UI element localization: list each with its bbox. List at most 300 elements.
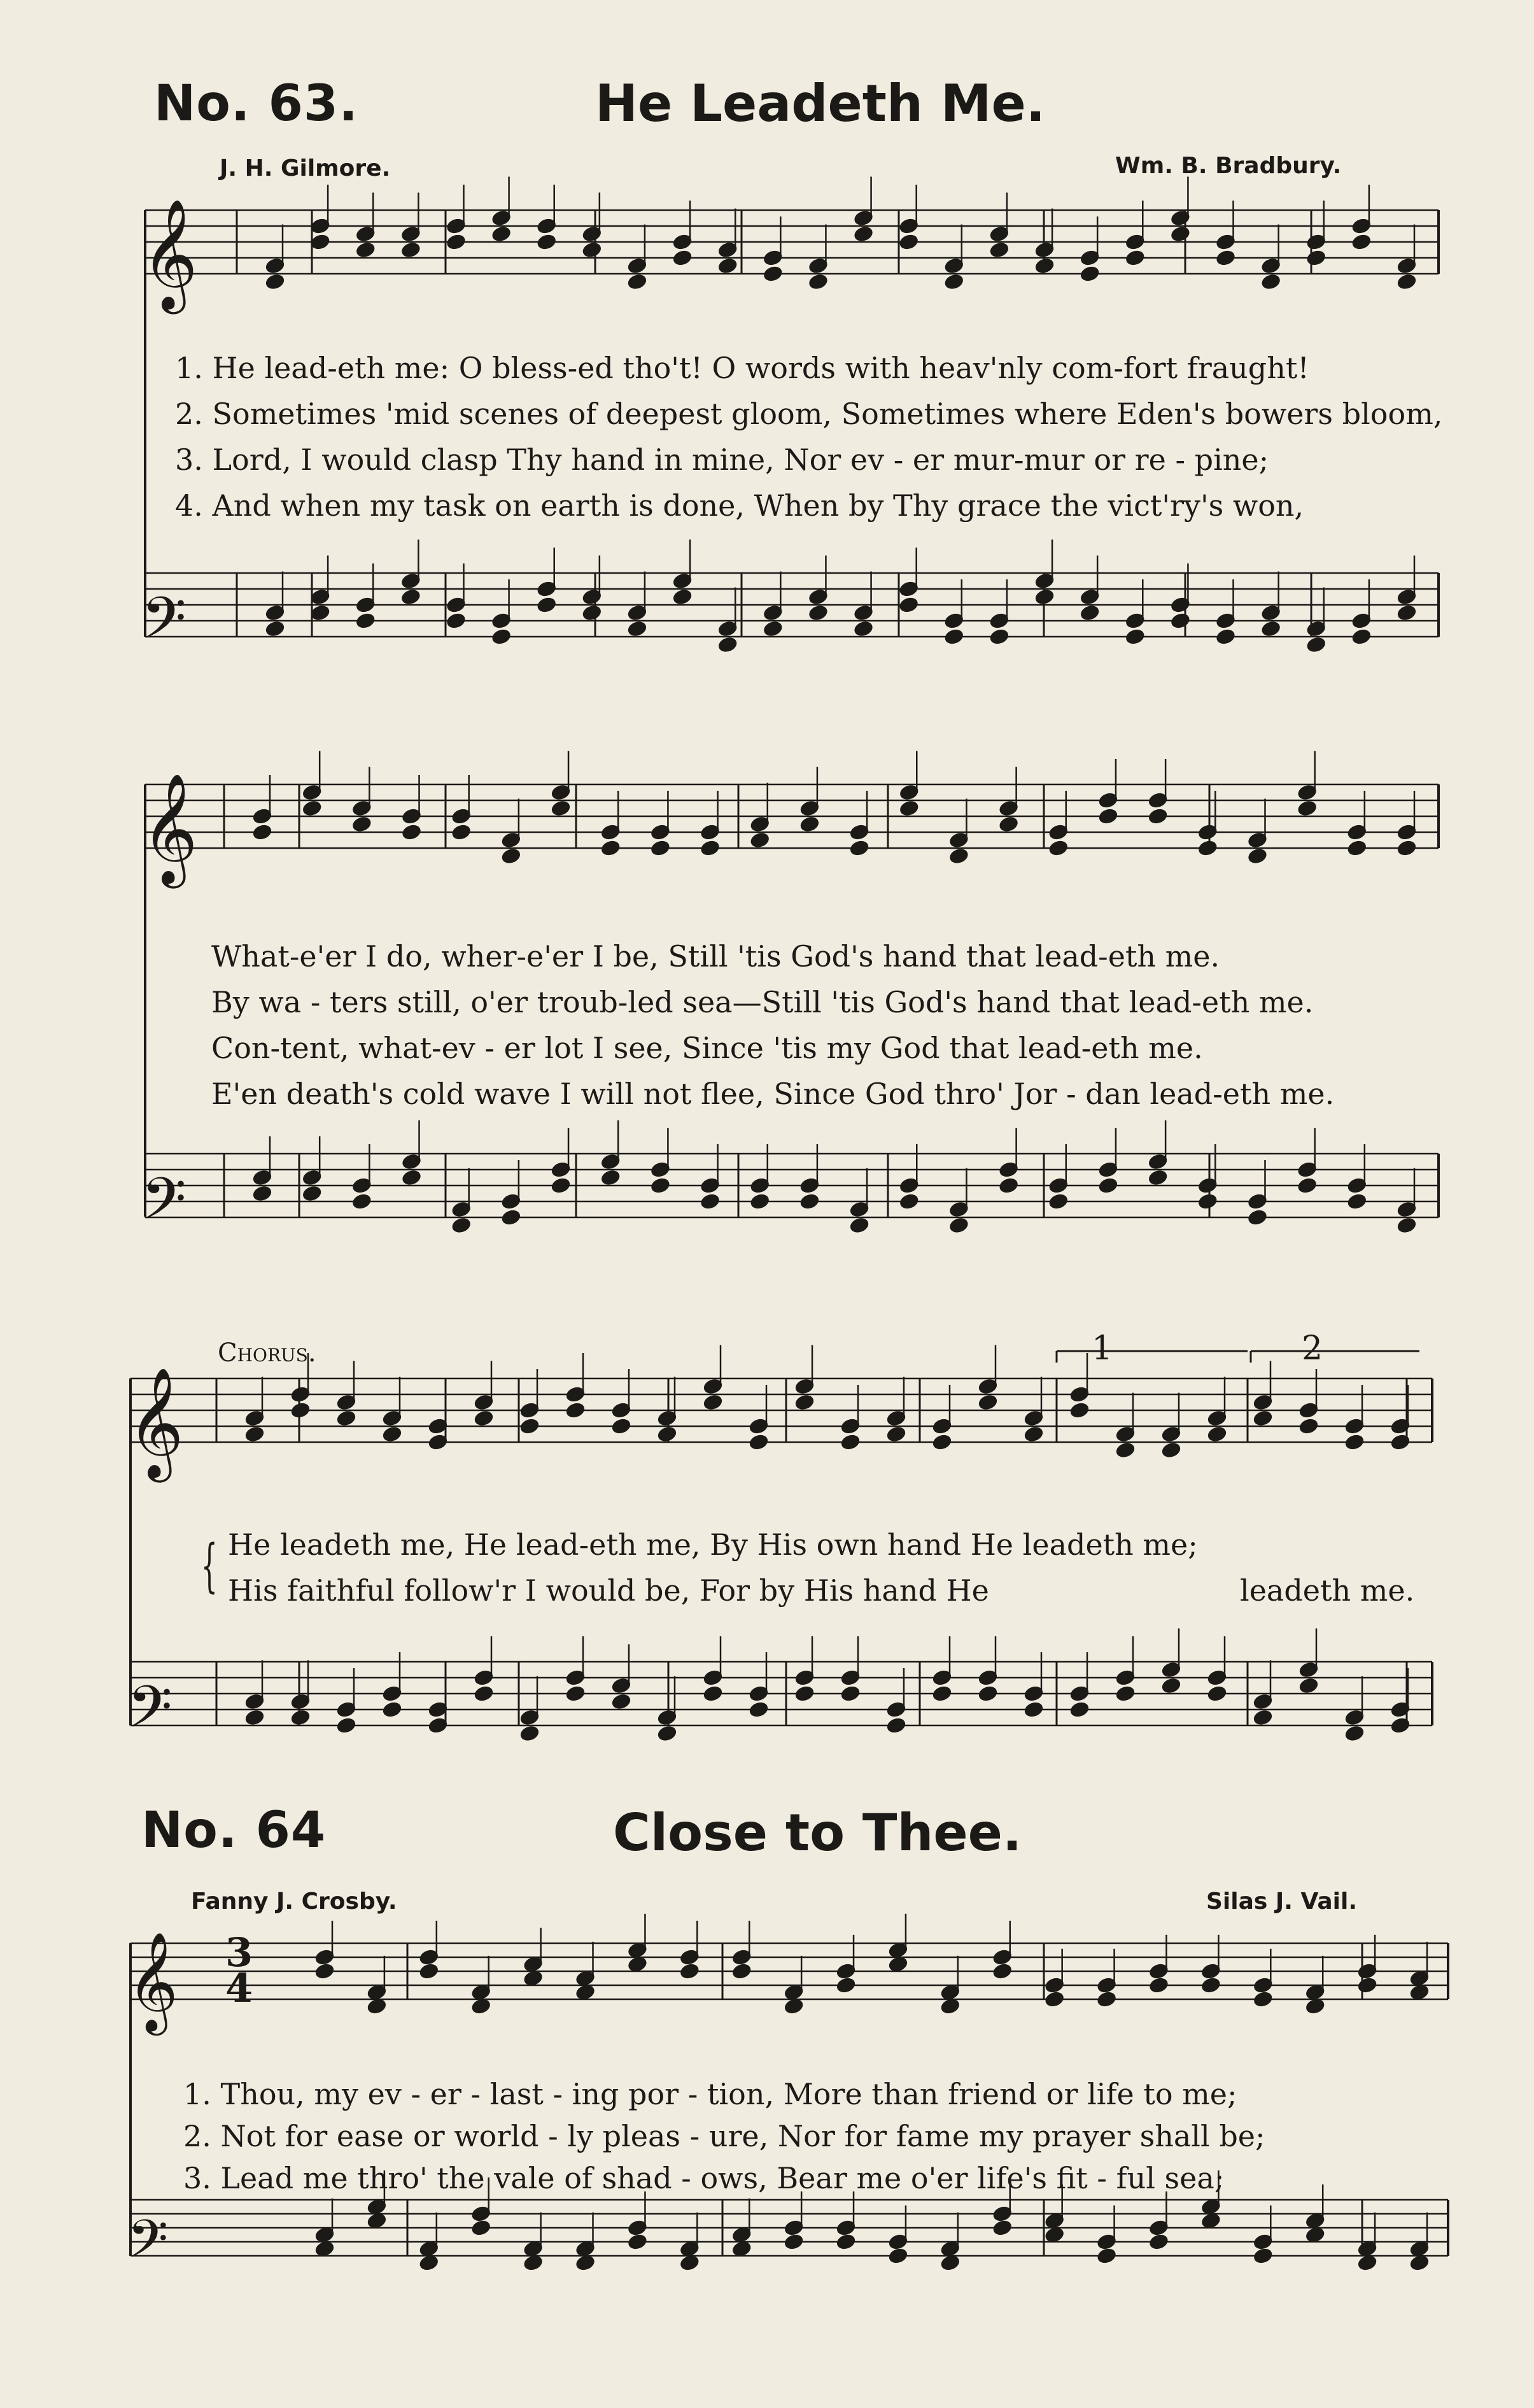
note-head [352, 1177, 372, 1194]
chorus-label: Chorus. [218, 1338, 316, 1368]
note-head [315, 1949, 335, 1965]
note-head [1207, 1410, 1227, 1427]
note-head [1207, 1426, 1227, 1443]
note-head [520, 1725, 540, 1742]
note-head [612, 1402, 631, 1419]
note-head [356, 242, 376, 259]
note-head [651, 1177, 670, 1194]
note-head [446, 613, 466, 629]
note-head [1253, 2234, 1273, 2250]
note-head [311, 234, 330, 250]
note-head [291, 1694, 311, 1710]
note-head [566, 1685, 586, 1702]
note-head [1048, 840, 1068, 856]
note-head [601, 824, 621, 840]
note-head [887, 1426, 906, 1443]
note-head [732, 2241, 752, 2257]
note-head [945, 613, 964, 629]
note-head [1253, 1977, 1273, 1994]
note-head [978, 1685, 998, 1702]
note-head [537, 597, 556, 613]
note-head [1261, 274, 1281, 290]
note-head [992, 2206, 1012, 2222]
note-head [1297, 1177, 1317, 1194]
note-head [732, 2227, 752, 2243]
note-head [1397, 1201, 1417, 1218]
note-head [990, 242, 1010, 259]
note-head [732, 1963, 752, 1980]
note-head [651, 1161, 670, 1178]
clef-glyph: 𝄞 [127, 1931, 178, 2031]
note-head [491, 226, 511, 243]
note-head [784, 1998, 804, 2015]
note-head [582, 605, 602, 621]
note-head [1024, 1685, 1044, 1702]
note-head [1261, 621, 1281, 637]
note-head [537, 234, 556, 250]
note-head [750, 816, 770, 833]
note-head [749, 1418, 769, 1434]
note-head [800, 1177, 820, 1194]
note-head [808, 258, 828, 274]
note-head [1162, 1442, 1181, 1459]
hymn-63-title: He Leadeth Me. [595, 74, 1046, 133]
note-head [718, 621, 738, 637]
ending-1-label: 1 [1092, 1329, 1113, 1368]
note-head [750, 832, 770, 849]
note-head [1201, 1977, 1221, 1994]
note-head [841, 1685, 861, 1702]
note-head [612, 1418, 631, 1434]
note-head [1024, 1410, 1044, 1427]
note-head [1410, 1984, 1430, 2001]
note-head [1397, 840, 1417, 856]
note-head [471, 2206, 491, 2222]
note-head [1358, 2241, 1377, 2257]
note-head [899, 1177, 919, 1194]
note-head [582, 242, 602, 259]
note-head [1198, 840, 1218, 856]
note-head [750, 1193, 770, 1210]
note-head [1149, 1977, 1169, 1994]
verse-line: E'en death's cold wave I will not flee, Since God thro' Jor - dan lead-eth me. [211, 1077, 1335, 1111]
note-head [1207, 1669, 1227, 1686]
note-head [700, 840, 720, 856]
note-head [703, 1685, 723, 1702]
note-head [949, 1217, 969, 1234]
note-head [1116, 1442, 1136, 1459]
verse-line: 3. Lead me thro' the vale of shad - ows, Bear me o'er life's fit - ful sea; [183, 2161, 1225, 2195]
note-head [1216, 613, 1235, 629]
note-head [523, 1956, 543, 1972]
note-head [1306, 621, 1326, 637]
note-head [537, 218, 556, 234]
note-head [446, 218, 466, 234]
note-head [520, 1710, 540, 1726]
note-head [932, 1685, 952, 1702]
note-head [1035, 589, 1055, 606]
note-head [887, 1410, 906, 1427]
note-head [841, 1418, 861, 1434]
note-head [337, 1717, 356, 1734]
note-head [749, 1701, 769, 1718]
note-head [1048, 824, 1068, 840]
note-head [1397, 589, 1417, 606]
note-head [1248, 1193, 1267, 1210]
note-head [1253, 1694, 1273, 1710]
note-head [628, 1956, 647, 1972]
note-head [850, 1217, 869, 1234]
note-head [245, 1694, 265, 1710]
note-head [990, 226, 1010, 243]
note-head [575, 1970, 595, 1987]
note-head [253, 1186, 272, 1202]
note-head [1358, 2255, 1377, 2271]
note-head [808, 274, 828, 290]
note-head [999, 1161, 1018, 1178]
note-head [800, 816, 820, 833]
note-head [601, 1170, 621, 1186]
hymn-64-composer: Silas J. Vail. [1206, 1888, 1358, 1915]
note-head [628, 258, 647, 274]
chorus-brace: { [201, 1533, 218, 1599]
note-head [1253, 2248, 1273, 2264]
note-head [1162, 1678, 1181, 1694]
note-head [703, 1378, 723, 1395]
note-head [1070, 1386, 1090, 1403]
note-head [850, 840, 869, 856]
hymn-64-title: Close to Thee. [613, 1803, 1022, 1862]
verse-line: By wa - ters still, o'er troub-led sea—Still 'tis God's hand that lead-eth me. [211, 985, 1314, 1019]
note-head [383, 1685, 402, 1702]
note-head [401, 226, 421, 243]
note-head [949, 1201, 969, 1218]
note-head [367, 1984, 387, 2001]
note-head [700, 1177, 720, 1194]
note-head [1035, 258, 1055, 274]
note-head [800, 800, 820, 817]
note-head [1297, 1161, 1317, 1178]
note-head [551, 784, 571, 801]
note-head [628, 2234, 647, 2250]
hymn-63-chorus [228, 1522, 1198, 1613]
note-head [836, 2220, 856, 2236]
note-head [1248, 832, 1267, 849]
note-head [1097, 1991, 1116, 2008]
note-head [265, 258, 285, 274]
note-head [889, 1956, 908, 1972]
note-head [1070, 1701, 1090, 1718]
note-head [1397, 824, 1417, 840]
note-head [265, 621, 285, 637]
note-head [352, 816, 372, 833]
note-head [1216, 234, 1235, 250]
note-head [850, 824, 869, 840]
note-head [245, 1426, 265, 1443]
note-head [992, 1949, 1012, 1965]
hymn-64-number: No. 64 [141, 1802, 327, 1859]
note-head [551, 1161, 571, 1178]
time-signature-bottom: 4 [225, 1965, 253, 2011]
note-head [795, 1669, 815, 1686]
note-head [419, 2255, 439, 2271]
note-head [703, 1394, 723, 1411]
note-head [419, 1949, 439, 1965]
note-head [502, 1209, 521, 1226]
note-head [502, 1193, 521, 1210]
note-head [253, 824, 272, 840]
clef-glyph: 𝄢 [127, 1673, 172, 1755]
note-head [1198, 1193, 1218, 1210]
verse-line: What-e'er I do, wher-e'er I be, Still 'tis God's hand that lead-eth me. [211, 939, 1220, 974]
note-head [451, 1201, 471, 1218]
verse-line: 3. Lord, I would clasp Thy hand in mine, Nor ev - er mur-mur or re - pine; [175, 443, 1269, 477]
hymn-63-verses-part-2 [211, 933, 1334, 1117]
note-head [763, 621, 783, 637]
note-head [808, 605, 828, 621]
verse-line: 1. Thou, my ev - er - last - ing por - tion, More than friend or life to me; [183, 2077, 1237, 2111]
note-head [1080, 250, 1100, 266]
note-head [1397, 605, 1417, 621]
note-head [945, 274, 964, 290]
note-head [784, 1984, 804, 2001]
note-head [253, 808, 272, 825]
note-head [523, 2241, 543, 2257]
note-head [402, 1154, 421, 1170]
hymn-63-number: No. 63. [154, 75, 358, 132]
note-head [899, 800, 919, 817]
note-head [1352, 628, 1372, 645]
note-head [1097, 2248, 1116, 2264]
note-head [1306, 234, 1326, 250]
note-head [999, 816, 1018, 833]
hymn-63-lyricist: J. H. Gilmore. [220, 155, 391, 181]
note-head [673, 589, 693, 606]
note-head [302, 1170, 322, 1186]
note-head [732, 1949, 752, 1965]
note-head [1352, 218, 1372, 234]
note-head [932, 1418, 952, 1434]
note-head [1048, 1177, 1068, 1194]
note-head [1299, 1662, 1319, 1678]
note-head [718, 242, 738, 259]
note-head [302, 800, 322, 817]
note-head [763, 605, 783, 621]
note-head [419, 2241, 439, 2257]
note-head [945, 628, 964, 645]
note-head [471, 1998, 491, 2015]
note-head [502, 848, 521, 865]
note-head [1116, 1426, 1136, 1443]
note-head [474, 1669, 494, 1686]
note-head [628, 274, 647, 290]
note-head [836, 1977, 856, 1994]
note-head [854, 605, 873, 621]
note-head [1099, 1161, 1118, 1178]
note-head [311, 605, 330, 621]
note-head [1299, 1402, 1319, 1419]
note-head [1248, 848, 1267, 865]
note-head [471, 1984, 491, 2001]
note-head [575, 2255, 595, 2271]
note-head [352, 1193, 372, 1210]
note-head [383, 1410, 402, 1427]
note-head [1149, 2220, 1169, 2236]
note-head [337, 1394, 356, 1411]
note-head [1116, 1669, 1136, 1686]
note-head [889, 2248, 908, 2264]
note-head [302, 1186, 322, 1202]
note-head [651, 824, 670, 840]
note-head [523, 2255, 543, 2271]
note-head [854, 226, 873, 243]
note-head [1410, 2255, 1430, 2271]
note-head [1198, 1177, 1218, 1194]
note-head [1045, 2213, 1064, 2229]
note-head [899, 784, 919, 801]
note-head [337, 1410, 356, 1427]
note-head [999, 800, 1018, 817]
note-head [680, 2241, 700, 2257]
verse-line: Con-tent, what-ev - er lot I see, Since 'tis my God that lead-eth me. [211, 1031, 1203, 1065]
note-head [1253, 1410, 1273, 1427]
note-head [1253, 1710, 1273, 1726]
note-head [750, 1177, 770, 1194]
note-head [836, 2234, 856, 2250]
note-head [795, 1394, 815, 1411]
note-head [703, 1669, 723, 1686]
note-head [291, 1386, 311, 1403]
note-head [1125, 234, 1145, 250]
note-head [245, 1410, 265, 1427]
note-head [502, 832, 521, 849]
note-head [1305, 2213, 1325, 2229]
note-head [575, 2241, 595, 2257]
note-head [1171, 210, 1190, 227]
note-head [1048, 1193, 1068, 1210]
note-head [1397, 274, 1417, 290]
clef-glyph: 𝄞 [141, 773, 198, 884]
note-head [419, 1963, 439, 1980]
note-head [1162, 1662, 1181, 1678]
note-head [245, 1710, 265, 1726]
note-head [763, 266, 783, 282]
note-head [315, 2241, 335, 2257]
note-head [1045, 1991, 1064, 2008]
note-head [941, 1998, 961, 2015]
note-head [999, 1177, 1018, 1194]
note-head [1148, 792, 1168, 809]
note-head [680, 1963, 700, 1980]
note-head [1248, 1209, 1267, 1226]
note-head [582, 226, 602, 243]
note-head [628, 2220, 647, 2236]
note-head [1297, 800, 1317, 817]
chorus-line: He leadeth me, He lead-eth me, By His own hand He leadeth me; [228, 1527, 1198, 1562]
note-head [291, 1710, 311, 1726]
time-signature-top: 3 [225, 1929, 253, 1976]
note-head [446, 597, 466, 613]
note-head [551, 800, 571, 817]
note-head [658, 1725, 677, 1742]
note-head [854, 210, 873, 227]
note-head [763, 250, 783, 266]
note-head [800, 1193, 820, 1210]
note-head [808, 589, 828, 606]
note-head [520, 1402, 540, 1419]
note-head [1149, 1963, 1169, 1980]
note-head [491, 628, 511, 645]
note-head [1116, 1685, 1136, 1702]
note-head [1348, 1193, 1367, 1210]
note-head [949, 832, 969, 849]
note-head [899, 234, 918, 250]
note-head [471, 2220, 491, 2236]
note-head [932, 1434, 952, 1450]
hymn-64-verses [183, 2073, 1265, 2199]
note-head [1162, 1426, 1181, 1443]
note-head [1045, 1977, 1064, 1994]
note-head [1348, 1177, 1367, 1194]
note-head [337, 1701, 356, 1718]
note-head [718, 258, 738, 274]
note-head [1070, 1402, 1090, 1419]
note-head [889, 1942, 908, 1958]
chorus-line-text: His faithful follow'r I would be, For by His hand He [228, 1573, 989, 1608]
note-head [1070, 1685, 1090, 1702]
verse-line: 2. Sometimes 'mid scenes of deepest gloom, Sometimes where Eden's bowers bloom, [175, 397, 1443, 431]
note-head [1125, 628, 1145, 645]
note-head [673, 573, 693, 590]
note-head [401, 589, 421, 606]
note-head [315, 1963, 335, 1980]
note-head [491, 210, 511, 227]
note-head [402, 1170, 421, 1186]
clef-glyph: 𝄢 [141, 584, 186, 666]
clef-glyph: 𝄢 [141, 1165, 186, 1247]
note-head [1099, 792, 1118, 809]
note-head [1358, 1963, 1377, 1980]
note-head [949, 848, 969, 865]
note-head [1306, 637, 1326, 653]
note-head [451, 1217, 471, 1234]
note-head [566, 1402, 586, 1419]
note-head [367, 2213, 387, 2229]
note-head [582, 589, 602, 606]
note-head [1305, 1984, 1325, 2001]
note-head [402, 824, 421, 840]
note-head [612, 1694, 631, 1710]
note-head [628, 1942, 647, 1958]
note-head [356, 613, 376, 629]
note-head [1148, 808, 1168, 825]
note-head [1345, 1710, 1365, 1726]
note-head [291, 1402, 311, 1419]
note-head [1253, 1991, 1273, 2008]
note-head [700, 824, 720, 840]
note-head [1299, 1418, 1319, 1434]
note-head [673, 234, 693, 250]
note-head [520, 1418, 540, 1434]
note-head [1148, 1170, 1168, 1186]
note-head [673, 250, 693, 266]
note-head [1201, 2199, 1221, 2215]
note-head [1171, 226, 1190, 243]
note-head [367, 1998, 387, 2015]
note-head [1305, 1998, 1325, 2015]
note-head [1358, 1977, 1377, 1994]
note-head [1125, 250, 1145, 266]
